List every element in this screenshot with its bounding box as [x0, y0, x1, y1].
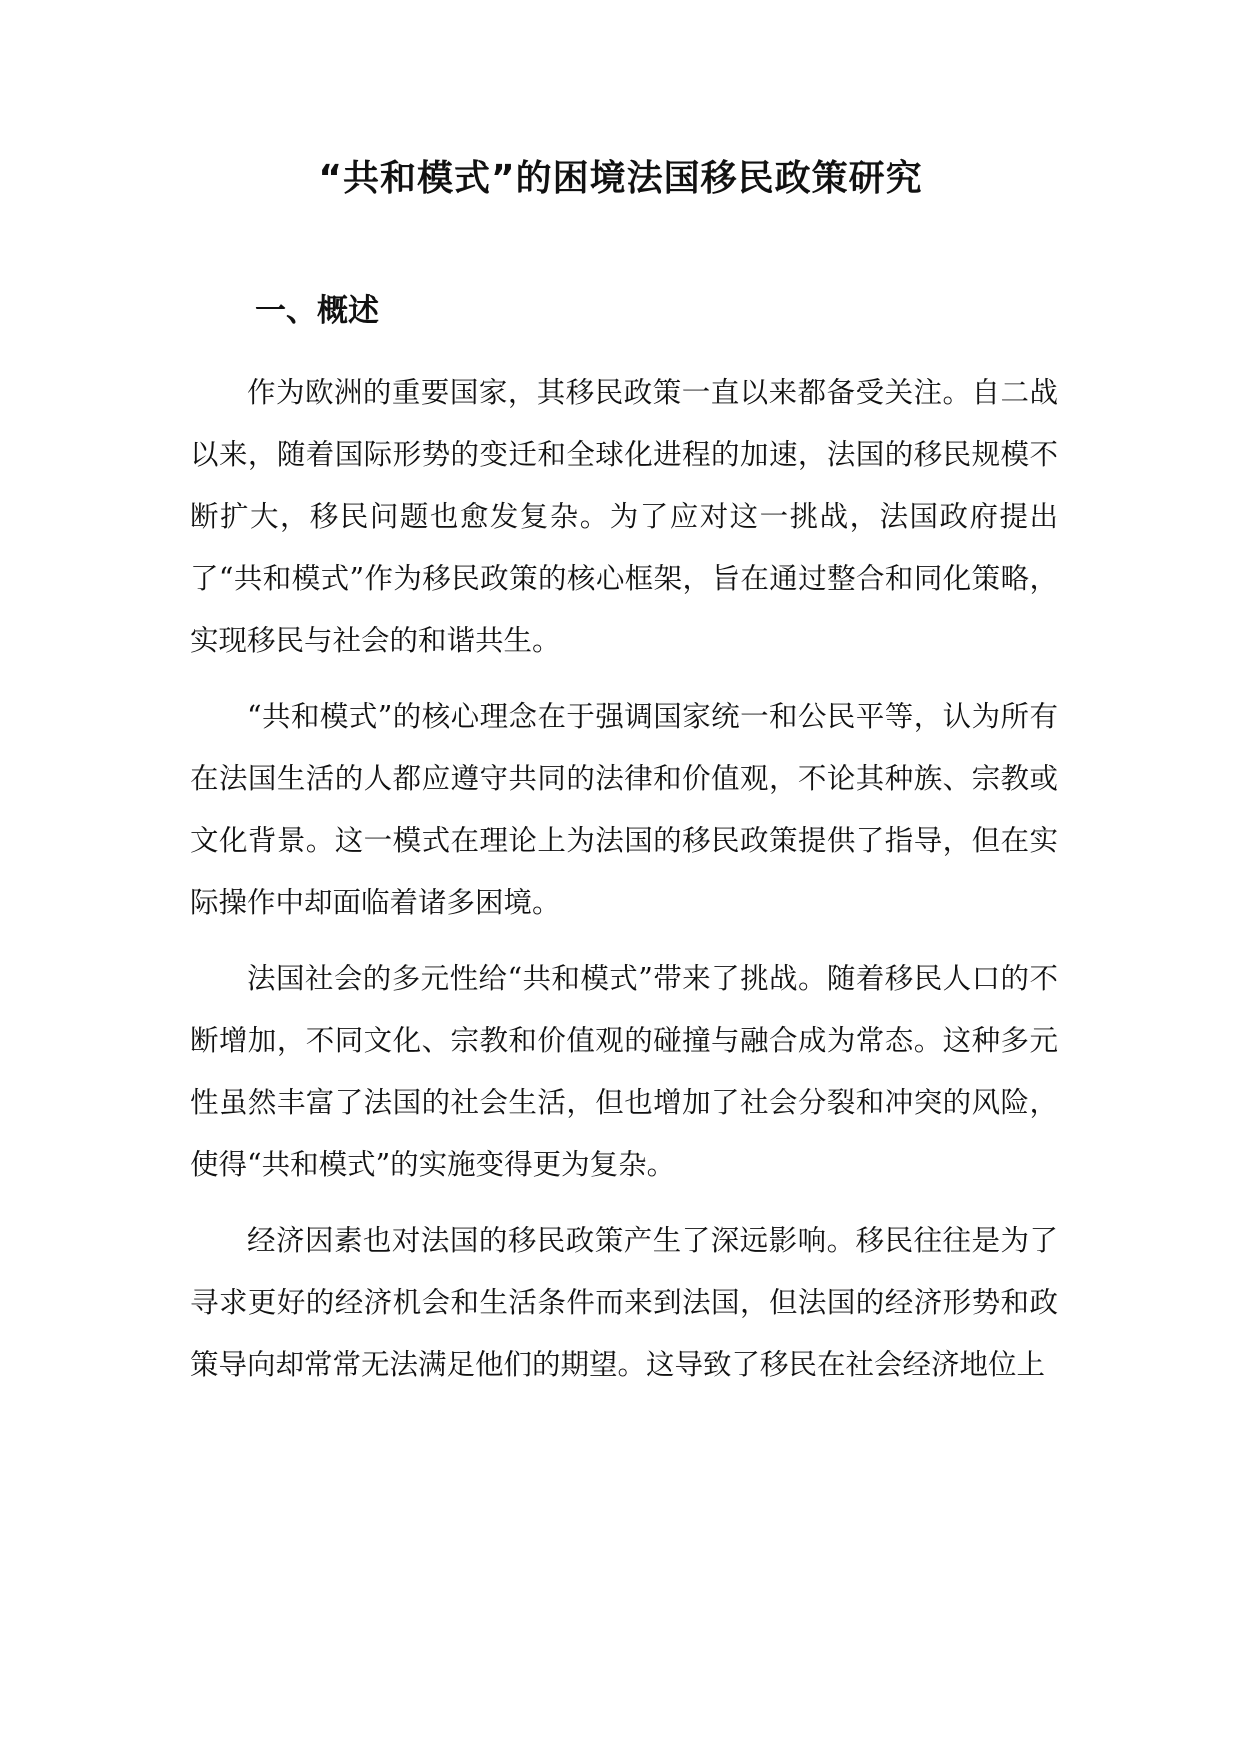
paragraph: 法国社会的多元性给“共和模式”带来了挑战。随着移民人口的不断增加，不同文化、宗教和价值观的碰撞与融合成为常态。这种多元性虽然丰富了法国的社会生活，但也增加了社会分裂和冲突的风险，使得“共和模式”的实施变得更为复杂。 [190, 962, 1058, 1181]
section-heading: 一、概述 [255, 293, 379, 329]
paragraph: “共和模式”的核心理念在于强调国家统一和公民平等，认为所有在法国生活的人都应遵守共同的法律和价值观，不论其种族、宗教或文化背景。这一模式在理论上为法国的移民政策提供了指导，但在实际操作中却面临着诸多困境。 [190, 700, 1058, 919]
paragraph: 作为欧洲的重要国家，其移民政策一直以来都备受关注。自二战以来，随着国际形势的变迁和全球化进程的加速，法国的移民规模不断扩大，移民问题也愈发复杂。为了应对这一挑战，法国政府提出了“共和模式”作为移民政策的核心框架，旨在通过整合和同化策略，实现移民与社会的和谐共生。 [190, 376, 1058, 657]
document-body [190, 362, 1058, 1410]
paragraph: 经济因素也对法国的移民政策产生了深远影响。移民往往是为了寻求更好的经济机会和生活条件而来到法国，但法国的经济形势和政策导向却常常无法满足他们的期望。这导致了移民在社会经济地位上 [190, 1224, 1058, 1381]
document-title: “共和模式”的困境法国移民政策研究 [318, 158, 923, 199]
